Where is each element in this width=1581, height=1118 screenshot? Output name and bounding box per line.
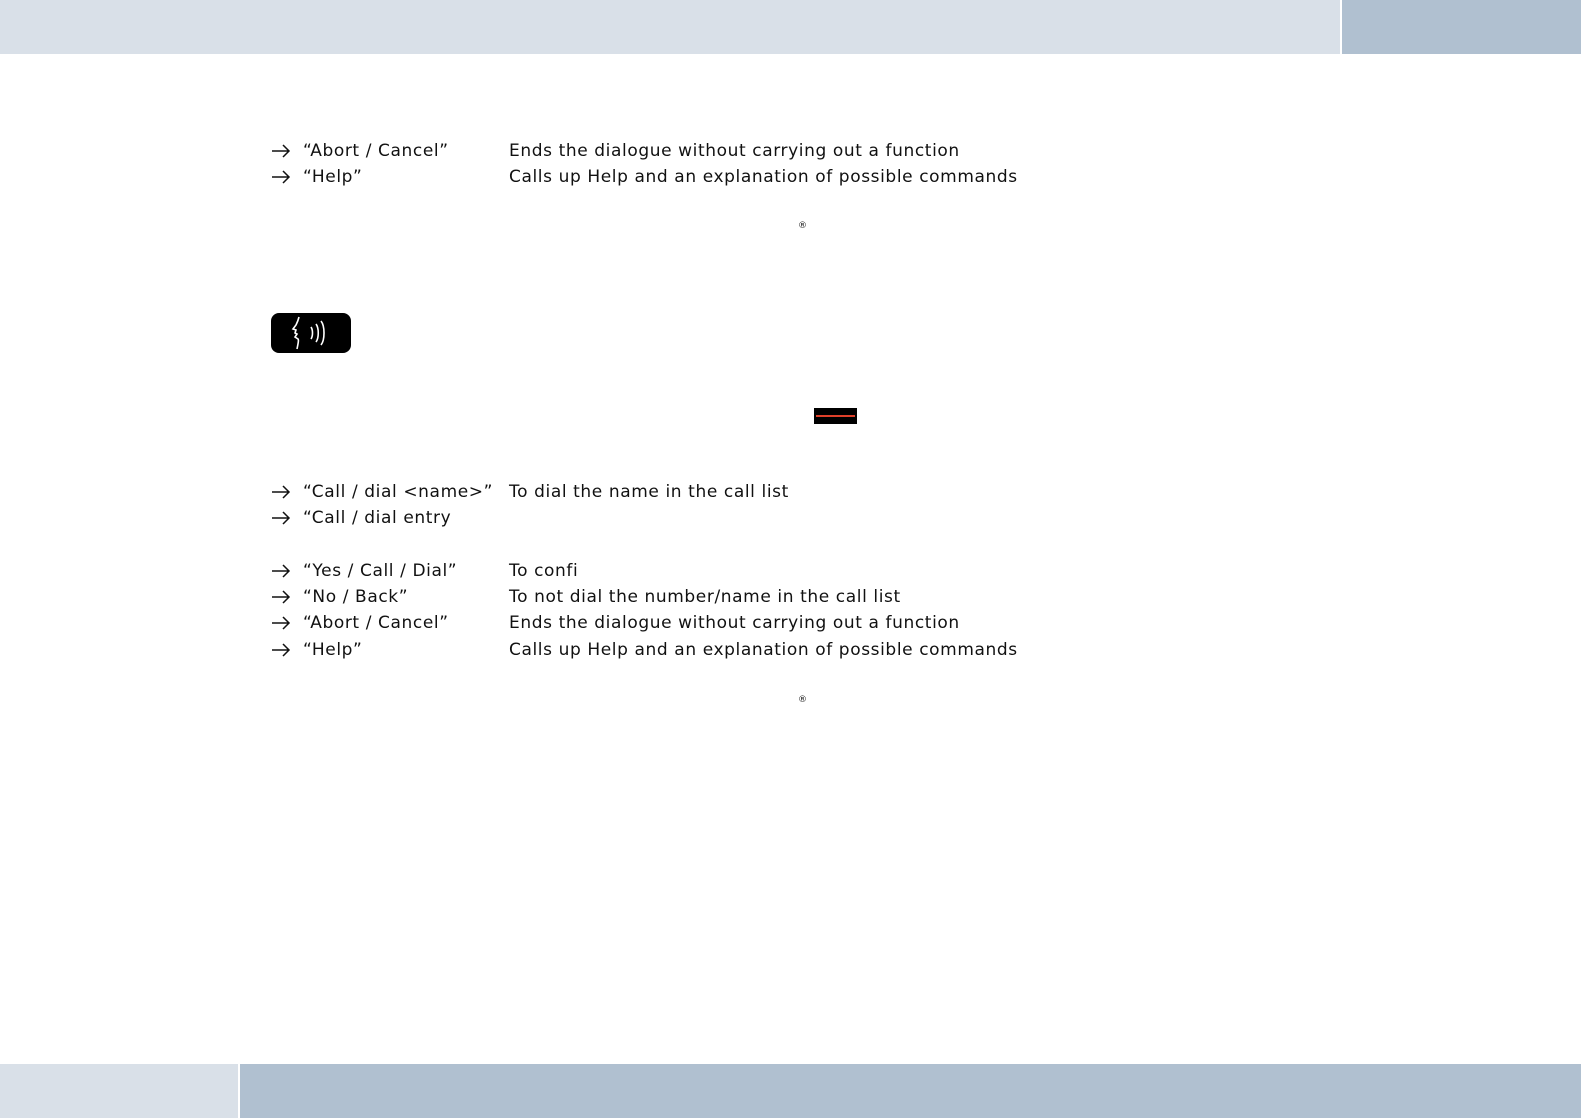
footer-bar-accent [240,1064,1581,1118]
command-list-2 [271,479,1018,663]
command-row [271,164,1018,190]
command-description: To not dial the number/name in the call list [509,587,901,608]
arrow-right-icon [271,643,303,657]
arrow-right-icon [271,485,303,499]
registered-mark: ® [798,695,807,705]
command-description: To dial the name in the call list [509,482,789,503]
command-description: Ends the dialogue without carrying out a function [509,613,960,634]
command-row [271,584,1018,610]
arrow-right-icon [271,616,303,630]
command-row [271,479,1018,505]
end-call-key-icon [814,408,857,424]
command-description: To confi [509,560,579,581]
command-row [271,138,1018,164]
arrow-right-icon [271,144,303,158]
command-description: Calls up Help and an explanation of possible commands [509,639,1018,660]
command-row [271,610,1018,636]
arrow-right-icon [271,590,303,604]
header-bar-accent [1342,0,1581,54]
command-text: “Call / dial entry [303,508,452,529]
arrow-right-icon [271,511,303,525]
command-description: Ends the dialogue without carrying out a function [509,141,960,162]
command-text: “Yes / Call / Dial” [303,560,458,581]
command-row [271,636,1018,662]
command-text: “Call / dial <name>” [303,482,494,503]
command-row [271,558,1018,584]
command-row [271,505,1018,531]
registered-mark: ® [798,221,807,231]
arrow-right-icon [271,170,303,184]
command-description: Calls up Help and an explanation of possible commands [509,167,1018,188]
command-text: “No / Back” [303,587,409,608]
command-text: “Help” [303,167,363,188]
arrow-right-icon [271,564,303,578]
command-text: “Abort / Cancel” [303,141,449,162]
header-bar [0,0,1340,54]
command-text: “Abort / Cancel” [303,613,449,634]
command-text: “Help” [303,639,363,660]
voice-command-icon [271,313,351,353]
footer-bar [0,1064,238,1118]
command-list-1 [271,138,1018,191]
